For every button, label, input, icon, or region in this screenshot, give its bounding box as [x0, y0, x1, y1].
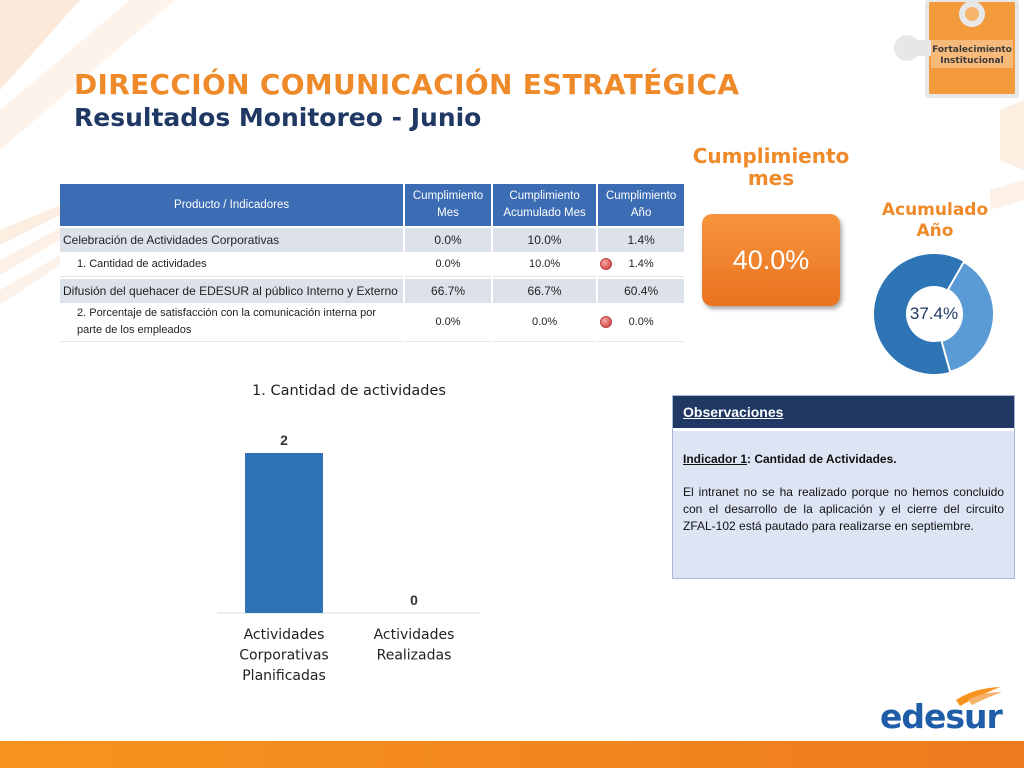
badge-label [924, 45, 1020, 67]
observations-indicator [683, 451, 1004, 468]
table-row [60, 252, 684, 277]
header-mes-line2: Mes [437, 207, 459, 219]
kpi-mes-label-line1: Cumplimiento [692, 144, 850, 168]
row-anio: 60.4% [598, 277, 684, 303]
kpi-mes-label [690, 145, 852, 189]
row-acumulado: 10.0% [493, 252, 596, 277]
table-header-row [60, 184, 684, 226]
header-acum-line2: Acumulado Mes [503, 207, 586, 219]
row-anio: 1.4% [628, 258, 654, 270]
row-name: Celebración de Actividades Corporativas [60, 226, 403, 252]
observations-panel [672, 395, 1015, 579]
badge-line-2: Institucional [940, 56, 1004, 66]
kpi-anio-label-line1: Acumulado [881, 200, 989, 220]
activities-bar-chart [200, 375, 500, 695]
badge-line-1: Fortalecimiento [932, 45, 1012, 55]
row-mes: 0.0% [405, 252, 491, 277]
kpi-anio-value: 37.4% [909, 304, 959, 323]
chart-bar [245, 453, 323, 613]
row-mes: 0.0% [405, 226, 491, 252]
edesur-logo [878, 686, 1008, 734]
logo-text: edesur [880, 697, 1002, 734]
kpi-anio-label-line2: Año [916, 221, 954, 241]
chart-category-label: Realizadas [376, 647, 452, 664]
table-row [60, 303, 684, 342]
row-anio-cell [598, 303, 684, 342]
header-mes [405, 184, 491, 226]
observations-body [673, 428, 1014, 535]
row-anio: 0.0% [628, 315, 654, 328]
row-anio: 1.4% [598, 226, 684, 252]
chart-category-label: Actividades [373, 627, 455, 643]
row-mes: 66.7% [405, 277, 491, 303]
header-anio-line1: Cumplimiento [605, 190, 677, 202]
row-mes: 0.0% [405, 303, 491, 342]
header-anio [598, 184, 684, 226]
chart-data-label: 2 [280, 432, 288, 448]
row-name: 2. Porcentaje de satisfacción con la comunicación interna por parte de los empleados [60, 303, 403, 342]
indicator-label: Indicador 1 [683, 452, 748, 466]
header-mes-line1: Cumplimiento [412, 190, 484, 202]
status-red-dot-icon [600, 258, 612, 270]
header-acumulado [493, 184, 596, 226]
row-acumulado: 0.0% [493, 303, 596, 342]
row-acumulado: 10.0% [493, 226, 596, 252]
observations-text: El intranet no se ha realizado porque no hemos concluido con el desarrollo de la aplicación y el cierre del circuito ZFAL-102 está pautado para realizarse en septiembre. [683, 485, 1004, 533]
kpi-mes-label-line2: mes [747, 166, 795, 190]
row-acumulado: 66.7% [493, 277, 596, 303]
chart-category-label: Corporativas [239, 647, 329, 664]
kpi-anio-label [862, 200, 1008, 242]
row-name: 1. Cantidad de actividades [60, 252, 403, 277]
page-subtitle: Resultados Monitoreo - Junio [74, 103, 482, 132]
page-title: DIRECCIÓN COMUNICACIÓN ESTRATÉGICA [74, 68, 740, 101]
chart-data-label: 0 [410, 592, 418, 608]
header-anio-line2: Año [630, 207, 652, 219]
header-product: Producto / Indicadores [60, 184, 403, 226]
indicators-table [58, 184, 686, 342]
chart-category-label: Actividades [243, 627, 325, 643]
chart-category-label: Planificadas [242, 668, 326, 684]
indicator-title: : Cantidad de Actividades. [747, 452, 897, 466]
header-acum-line1: Cumplimiento [509, 190, 580, 202]
observations-title: Observaciones [673, 396, 1014, 428]
chart-title: 1. Cantidad de actividades [252, 383, 446, 399]
row-anio-cell [598, 252, 684, 277]
bottom-bar [0, 741, 1024, 768]
kpi-anio-donut [868, 252, 1000, 378]
row-name: Difusión del quehacer de EDESUR al público Interno y Externo [60, 277, 403, 303]
status-red-dot-icon [600, 316, 612, 328]
table-row [60, 226, 684, 252]
kpi-mes-value: 40.0% [702, 214, 840, 306]
table-row [60, 277, 684, 303]
